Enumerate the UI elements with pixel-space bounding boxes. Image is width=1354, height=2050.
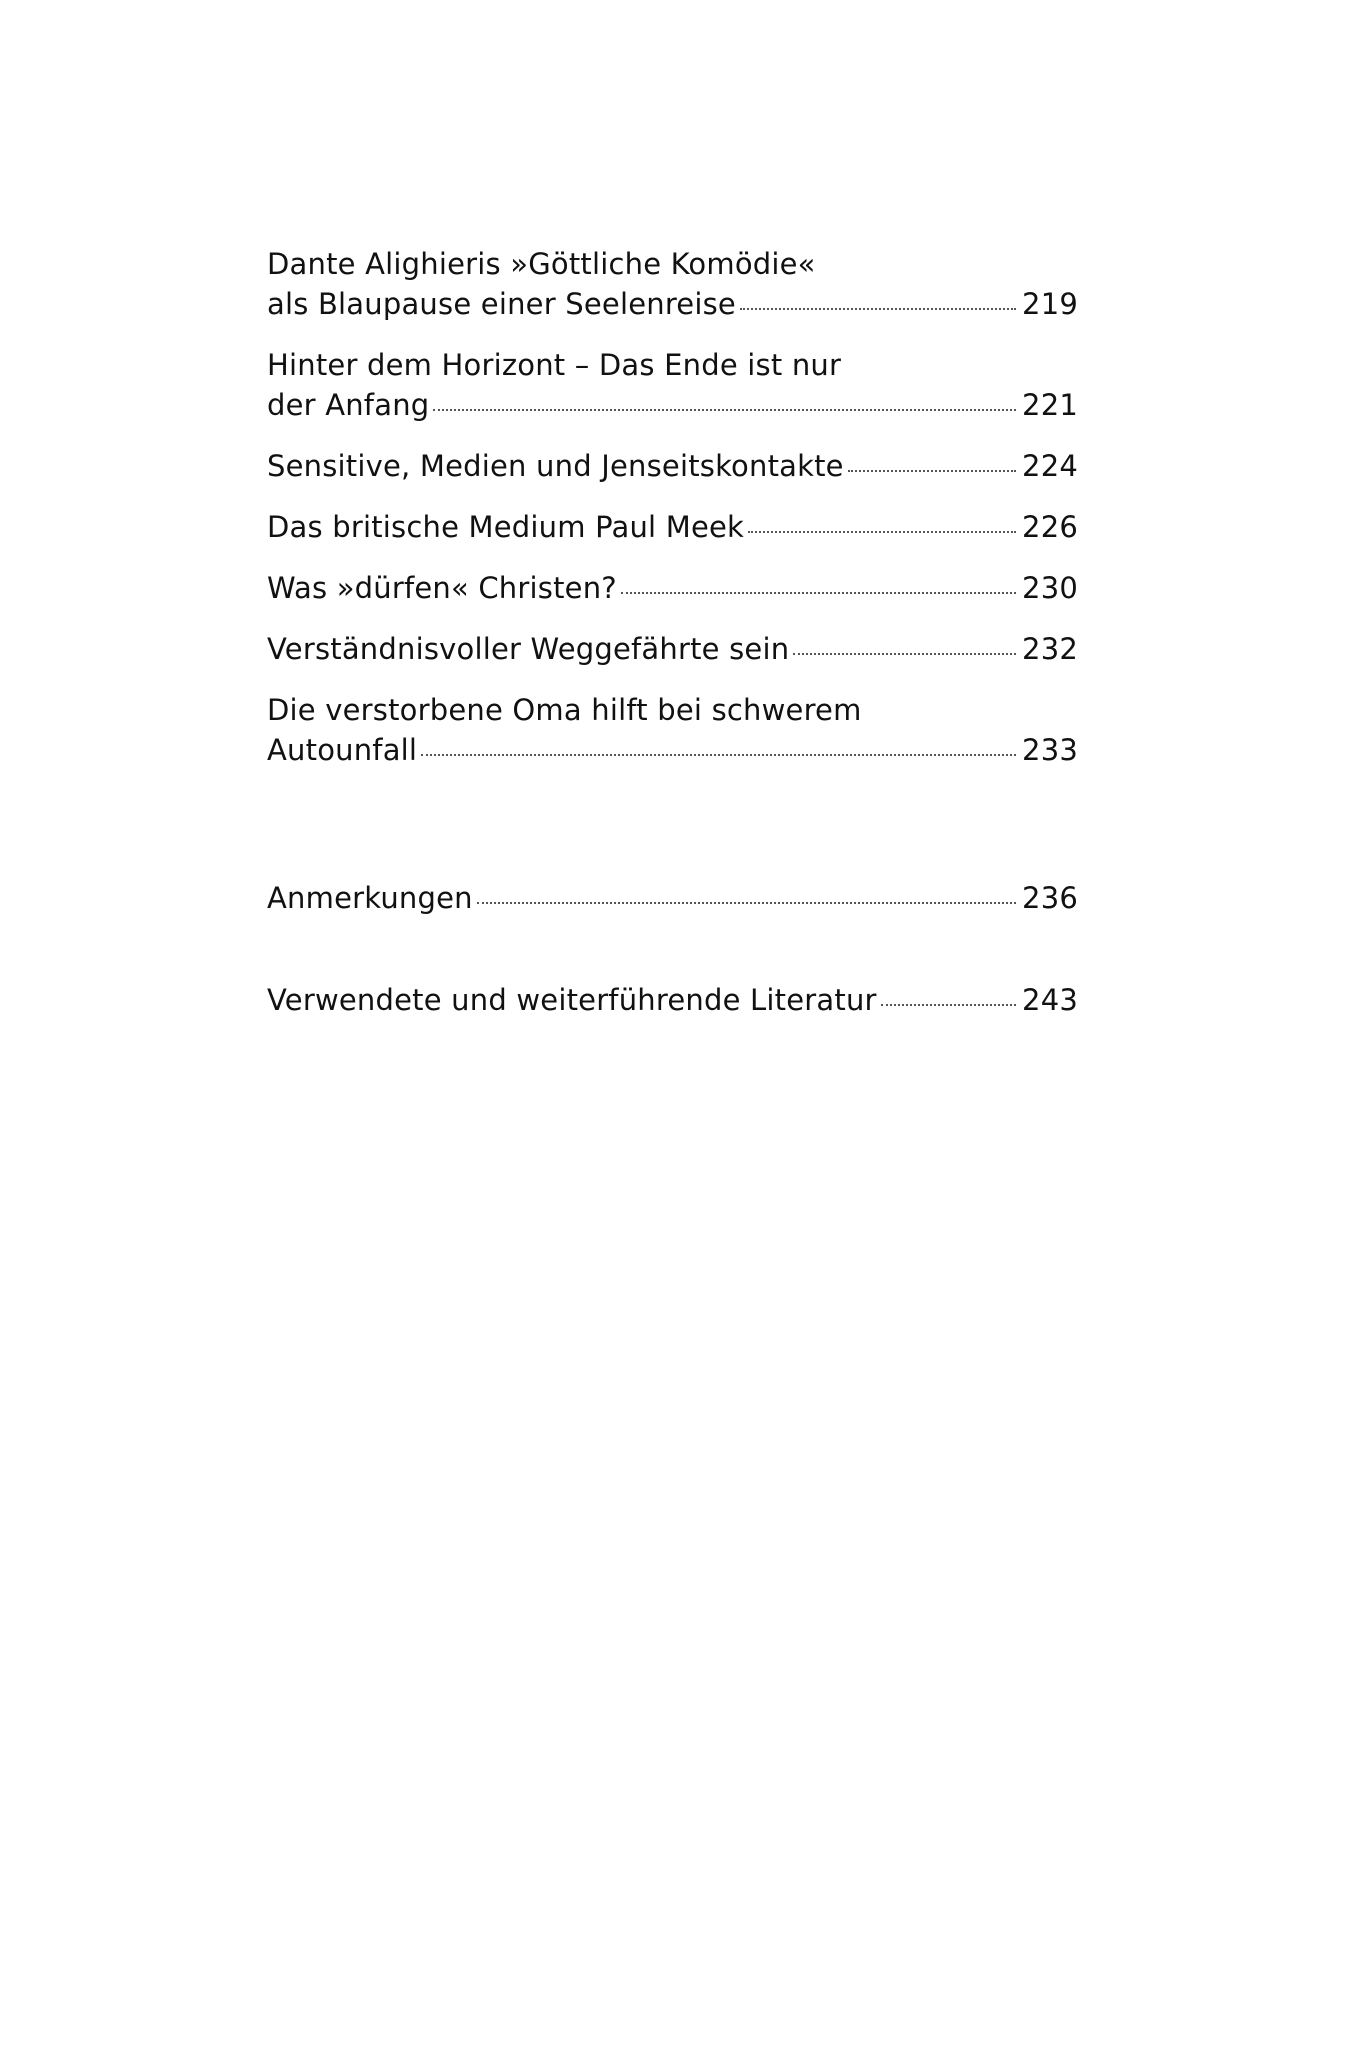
dot-leader <box>748 531 1016 533</box>
toc-appendix-entry <box>267 878 1078 918</box>
page-number: 219 <box>1022 287 1078 321</box>
toc-entry-title: Verwendete und weiterführende Literatur <box>267 983 877 1017</box>
toc-entry-title: Sensitive, Medien und Jenseitskontakte <box>267 449 844 483</box>
dot-leader <box>621 592 1016 594</box>
toc-entry <box>267 244 1078 324</box>
toc-entry-last-line <box>267 284 1078 324</box>
toc-entry <box>267 507 1078 547</box>
toc-appendix-entry <box>267 980 1078 1020</box>
toc-entry-title-continued: Autounfall <box>267 733 418 767</box>
toc-entry-title: Dante Alighieris »Göttliche Komödie« <box>267 247 816 281</box>
toc-entry-last-line <box>267 446 1078 486</box>
toc-entry-last-line <box>267 568 1078 608</box>
dot-leader <box>881 1004 1016 1006</box>
toc-entry-last-line <box>267 629 1078 669</box>
toc-entry <box>267 690 1078 770</box>
toc-entry <box>267 629 1078 669</box>
page-number: 221 <box>1022 388 1078 422</box>
toc-entry-title: Was »dürfen« Christen? <box>267 571 617 605</box>
toc-entry-title: Anmerkungen <box>267 881 473 915</box>
dot-leader <box>793 653 1016 655</box>
dot-leader <box>477 902 1016 904</box>
page-number: 226 <box>1022 510 1078 544</box>
dot-leader <box>433 409 1016 411</box>
dot-leader <box>740 308 1016 310</box>
toc-entry-last-line <box>267 507 1078 547</box>
page-number: 243 <box>1022 983 1078 1017</box>
toc-entry-last-line <box>267 385 1078 425</box>
toc-entry-title: Hinter dem Horizont – Das Ende ist nur <box>267 348 842 382</box>
table-of-contents <box>267 244 1078 1020</box>
page-number: 230 <box>1022 571 1078 605</box>
page-number: 232 <box>1022 632 1078 666</box>
toc-entry <box>267 446 1078 486</box>
page-number: 236 <box>1022 881 1078 915</box>
toc-entry-title: Verständnisvoller Weggefährte sein <box>267 632 790 666</box>
dot-leader <box>848 470 1016 472</box>
dot-leader <box>421 754 1016 756</box>
toc-entry-title-continued: als Blaupause einer Seelenreise <box>267 287 736 321</box>
toc-entry-last-line <box>267 730 1078 770</box>
toc-entry-title-continued: der Anfang <box>267 388 430 422</box>
toc-entry-title: Das britische Medium Paul Meek <box>267 510 745 544</box>
page-number: 233 <box>1022 733 1078 767</box>
toc-entry-last-line <box>267 878 1078 918</box>
toc-entry <box>267 345 1078 425</box>
page-number: 224 <box>1022 449 1078 483</box>
toc-entry-title: Die verstorbene Oma hilft bei schwerem <box>267 693 862 727</box>
toc-entry-last-line <box>267 980 1078 1020</box>
toc-entry <box>267 568 1078 608</box>
